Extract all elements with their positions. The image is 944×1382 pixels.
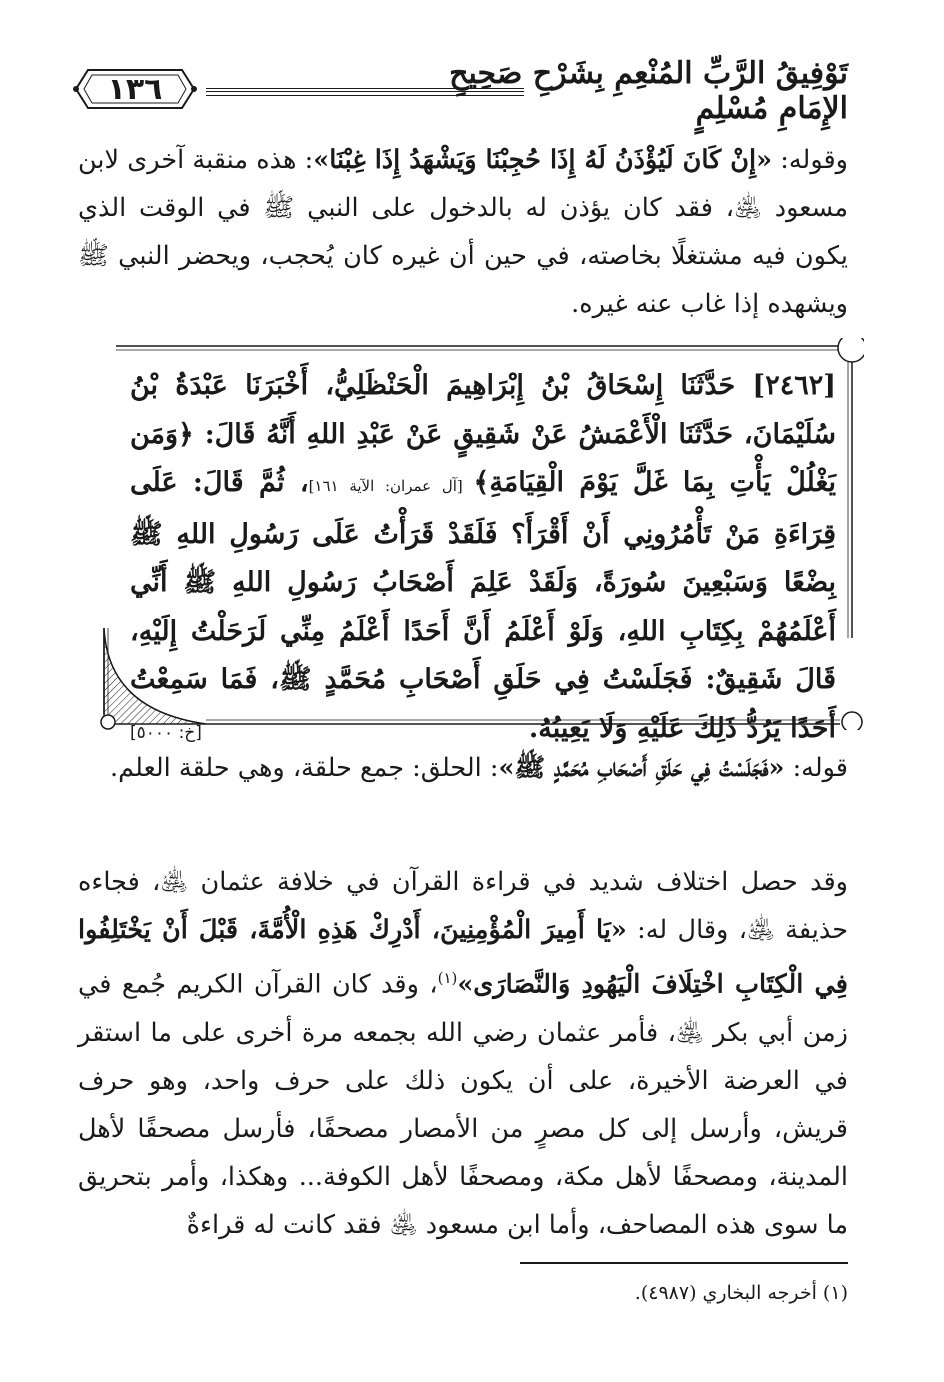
footnote-marker[interactable]: (١) [437,969,458,987]
intro-quote: «إِنْ كَانَ لَيُؤْذَنُ لَهُ إِذَا حُجِبْنَا وَيَشْهَدُ إِذَا غِبْنَا» [313,145,773,175]
verse-reference: [آل عمران: الآية ١٦١] [308,477,474,495]
hadith-box [96,338,864,744]
footnote-rule [520,1262,848,1264]
page-header [70,58,848,128]
commentary-lead: قوله: [784,753,848,783]
hadith-text-part-b: ، ثُمَّ قَالَ: عَلَى قِرَاءَةِ مَنْ تَأْمُرُونِي أَنْ أَقْرَأَ؟ فَلَقَدْ قَرَأْتُ عَلَى رَسُولِ اللهِ ﷺ بِضْعًا وَسَبْعِينَ سُورَةً، وَلَقَدْ عَلِمَ أَصْحَابُ رَسُولِ اللهِ ﷺ أَنِّي أَعْلَمُهُمْ بِكِتَابِ اللهِ، وَلَوْ أَعْلَمُ أَنَّ أَحَدًا أَعْلَمُ مِنِّي لَرَحَلْتُ إِلَيْهِ، قَالَ شَقِيقٌ: فَجَلَسْتُ فِي حَلَقِ أَصْحَابِ مُحَمَّدٍ ﷺ، فَمَا سَمِعْتُ أَحَدًا يَرُدُّ ذَلِكَ عَلَيْهِ وَلَا يَعِيبُهُ. [130,467,836,744]
intro-paragraph [78,136,848,328]
commentary-paragraph-2 [78,858,848,1249]
page-number: ١٣٦ [107,71,163,107]
intro-text: : هذه منقبة آخرى لابن مسعود ﵁، فقد كان يؤذن له بالدخول على النبي ﷺ في الوقت الذي يكون فيه مشتغلًا بخاصته، في حين أن غيره كان يُحجب، ويحضر النبي ﷺ ويشهده إذا غاب عنه غيره. [78,145,848,319]
intro-lead: وقوله: [772,145,848,175]
book-title: تَوْفِيقُ الرَّبِّ المُنْعِمِ بِشَرْحِ صَحِيحِ الإِمَامِ مُسْلِمٍ [449,56,848,126]
commentary-p2-part-b: ، وقد كان القرآن الكريم جُمع في زمن أبي بكر ﵁، فأمر عثمان رضي الله بجمعه مرة أخرى على ما استقر في العرضة الأخيرة، على أن يكون ذلك على حرف واحد، وهو حرف قريش، وأرسل إلى كل مصرٍ من الأمصار مصحفًا، فأرسل مصحفًا لأهل المدينة، ومصحفًا لأهل مكة، ومصحفًا لأهل الكوفة... وهكذا، وأمر بتحريق ما سوى هذه المصاحف، وأما ابن مسعود ﵁ فقد كانت له قراءةٌ [78,969,848,1240]
footnote: (١) أخرجه البخاري (٤٩٨٧). [634,1282,848,1304]
commentary-text: : الحلق: جمع حلقة، وهي حلقة العلم. [110,753,499,783]
commentary-paragraph-1 [78,744,848,792]
bukhari-reference: [خ: ٥٠٠٠] [130,722,202,743]
commentary-p2-quote: «يَا أَمِيرَ الْمُؤْمِنِينَ، أَدْرِكْ هَذِهِ الْأُمَّةَ، قَبْلَ أَنْ يَخْتَلِفُوا فِي الْكِتَابِ اخْتِلَافَ الْيَهُودِ وَالنَّصَارَى» [78,915,849,1000]
commentary-p2-part-a: وقد حصل اختلاف شديد في قراءة القرآن في خلافة عثمان ﵁، فجاءه حذيفة ﵁، وقال له: [78,867,848,945]
hadith-text [130,362,836,757]
header-rule [206,88,524,96]
page-number-frame [70,66,200,112]
commentary-quote: «فَجَلَسْتُ فِي حَلَقِ أَصْحَابِ مُحَمَّدٍ ﷺ» [498,753,785,783]
hadith-text-part-a: [٢٤٦٢] حَدَّثَنَا إِسْحَاقُ بْنُ إِبْرَاهِيمَ الْحَنْظَلِيُّ، أَخْبَرَنَا عَبْدَةُ بْنُ سُلَيْمَانَ، حَدَّثَنَا الْأَعْمَشُ عَنْ شَقِيقٍ عَنْ عَبْدِ اللهِ أَنَّهُ قَالَ: ﴿وَمَن يَغْلُلْ يَأْتِ بِمَا غَلَّ يَوْمَ الْقِيَامَةِ﴾ [130,370,836,498]
